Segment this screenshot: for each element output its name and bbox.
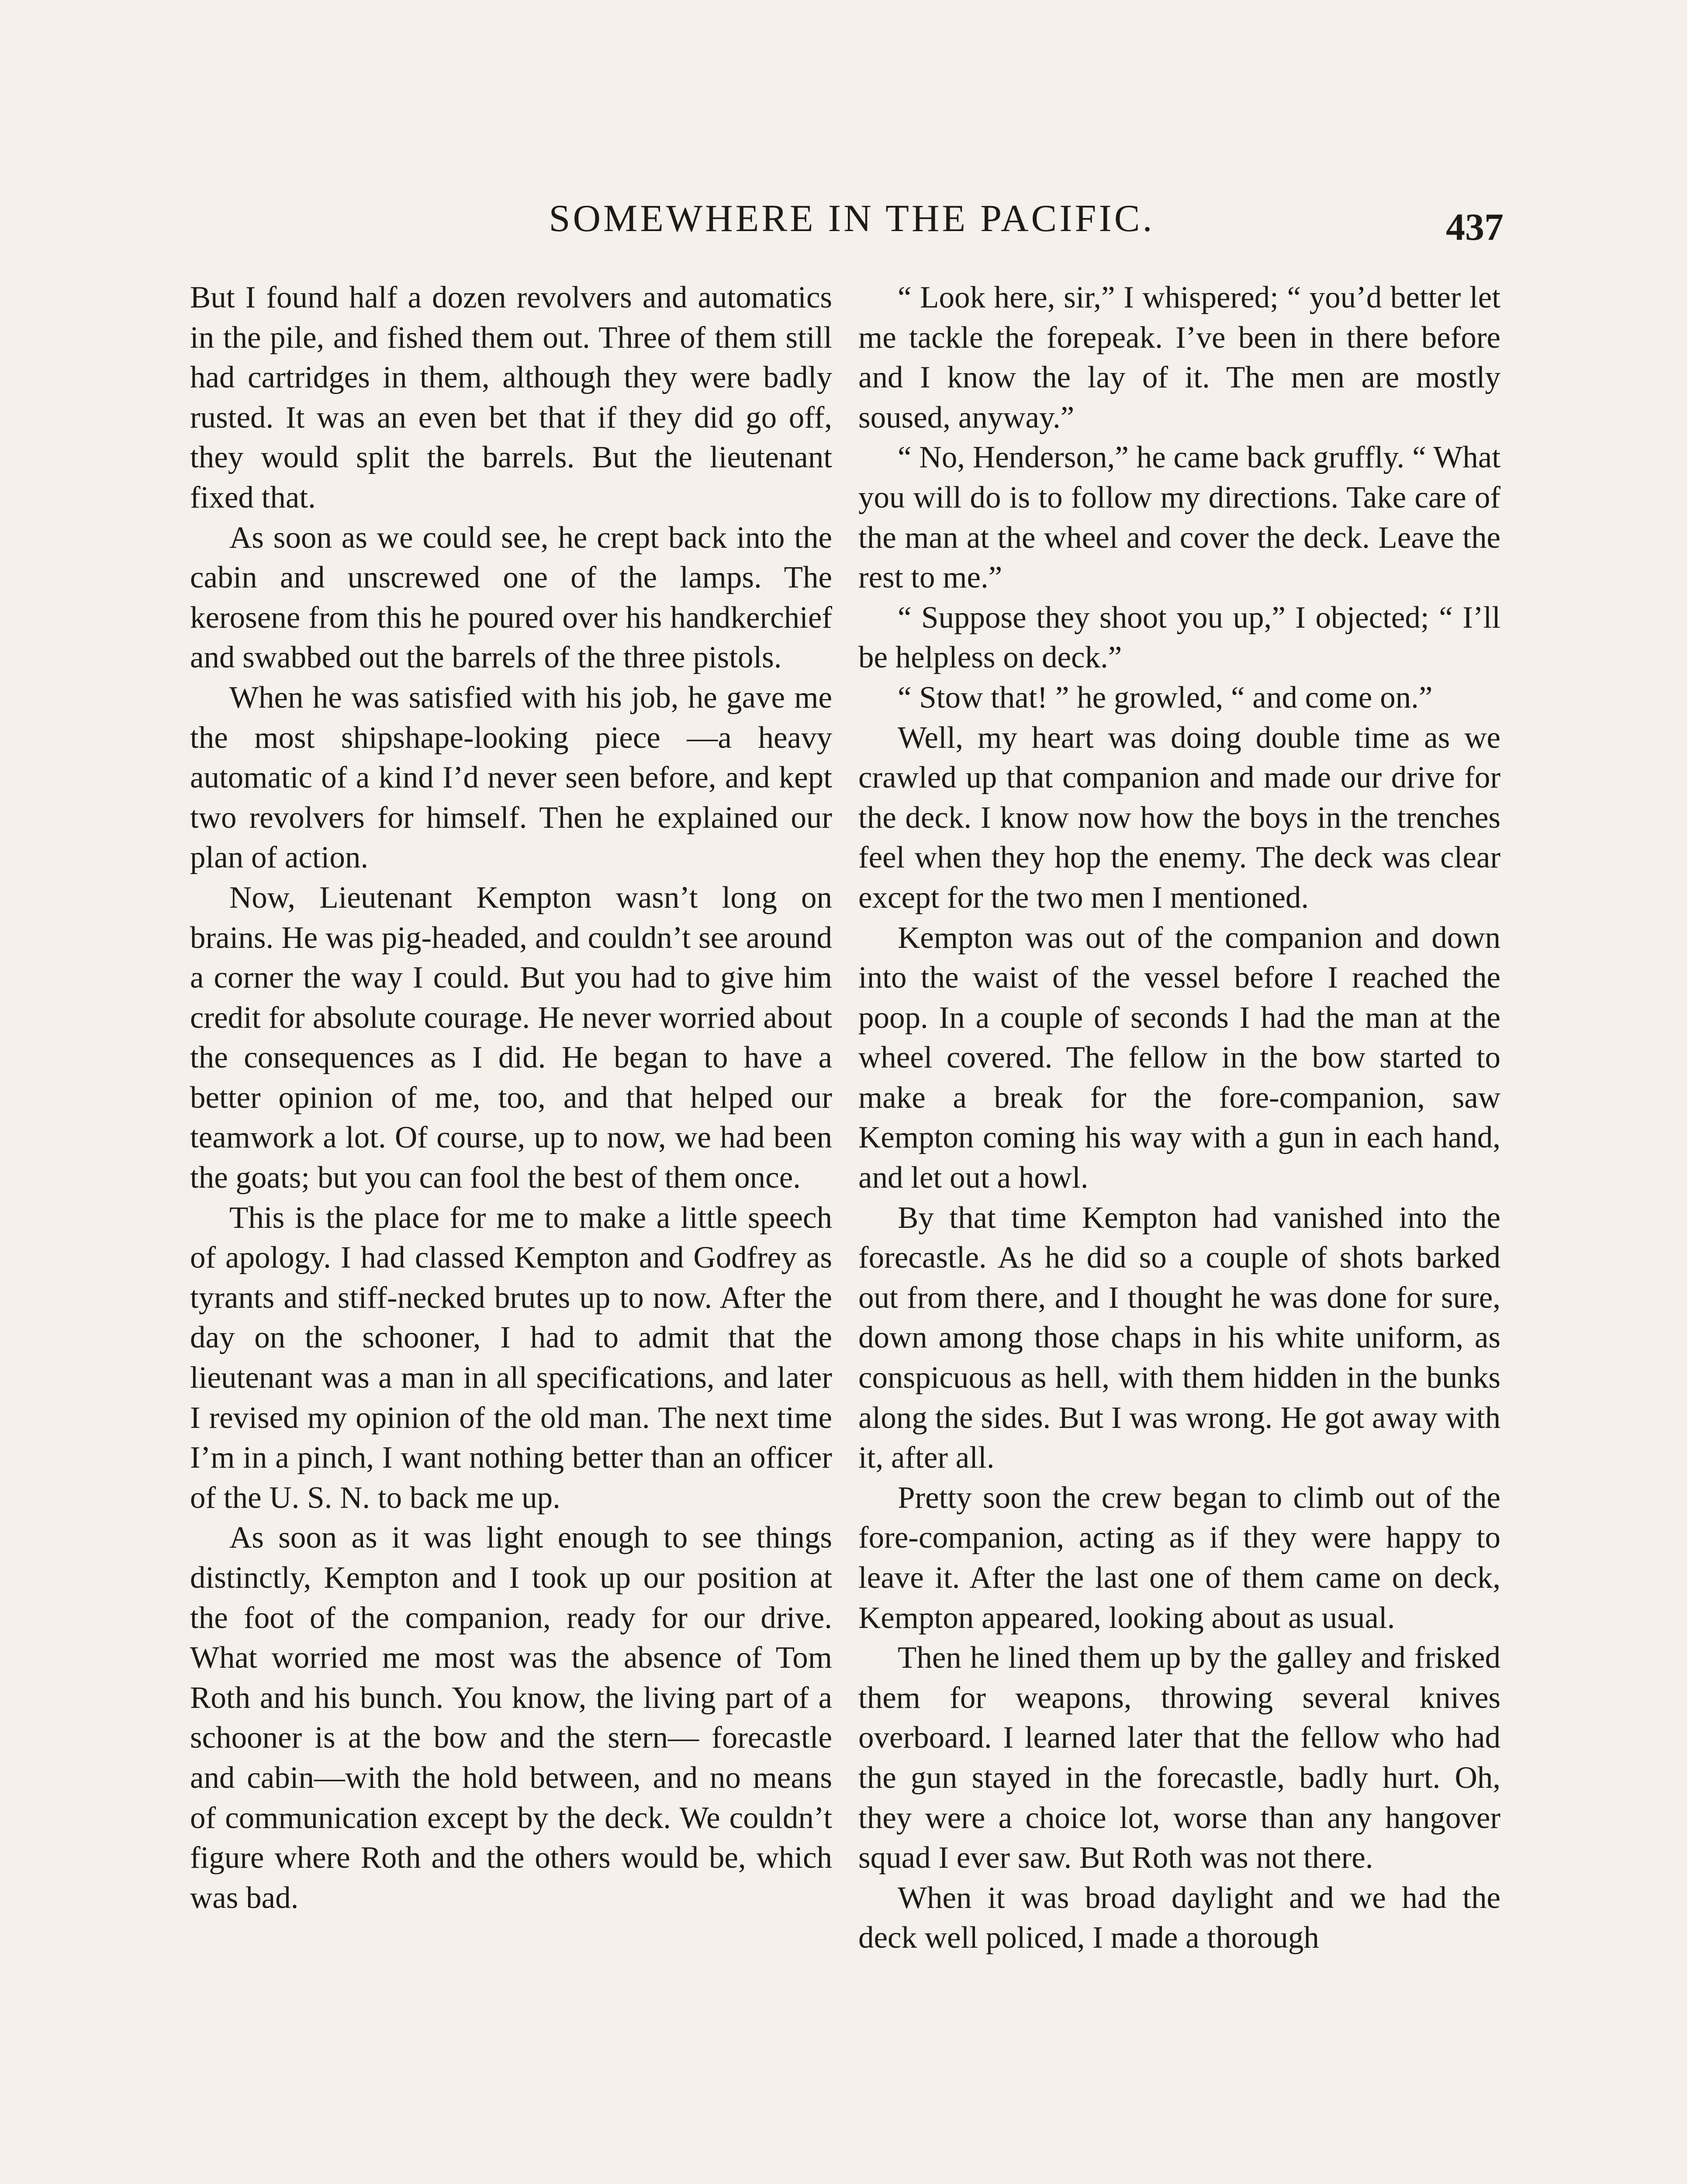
paragraph: “ Suppose they shoot you up,” I objected; “ I’ll be helpless on deck.” <box>858 600 1500 675</box>
paragraph: Kempton was out of the companion and down into the waist of the vessel before I reached the poop. In a couple of seconds I had the man at the wheel covered. The fellow in the bow started to make a break for the fore-companion, saw Kempton coming his way with a gun in each hand, and let out a howl. <box>858 920 1500 1195</box>
paragraph: Now, Lieutenant Kempton wasn’t long on brains. He was pig-headed, and couldn’t see around a corner the way I could. But you had to give him credit for absolute courage. He never worried about the consequences as I did. He began to have a better opinion of me, too, and that helped our teamwork a lot. Of course, up to now, we had been the goats; but you can fool the best of them once. <box>190 880 832 1195</box>
paragraph: By that time Kempton had vanished into the forecastle. As he did so a couple of shots barked out from there, and I thought he was done for sure, down among those chaps in his white uniform, as conspicuous as hell, with them hidden in the bunks along the sides. But I was wrong. He got away with it, after all. <box>858 1200 1500 1475</box>
paragraph: Pretty soon the crew began to climb out of the fore-companion, acting as if they were happy to leave it. After the last one of them came on deck, Kempton appeared, looking about as usual. <box>858 1480 1500 1635</box>
paragraph: “ No, Henderson,” he came back gruffly. “ What you will do is to follow my directions. Take care of the man at the wheel and cover the deck. Leave the rest to me.” <box>858 440 1500 595</box>
right-text-column <box>858 278 1500 1958</box>
paragraph: When he was satisfied with his job, he gave me the most shipshape-looking piece —a heavy automatic of a kind I’d never seen before, and kept two revolvers for himself. Then he explained our plan of action. <box>190 680 832 875</box>
paragraph: As soon as we could see, he crept back into the cabin and unscrewed one of the lamps. The kerosene from this he poured over his handkerchief and swabbed out the barrels of the three pistols. <box>190 520 832 675</box>
paragraph: This is the place for me to make a little speech of apology. I had classed Kempton and Godfrey as tyrants and stiff-necked brutes up to now. After the day on the schooner, I had to admit that the lieutenant was a man in all specifications, and later I revised my opinion of the old man. The next time I’m in a pinch, I want nothing better than an officer of the U. S. N. to back me up. <box>190 1200 832 1515</box>
running-title: SOMEWHERE IN THE PACIFIC. <box>549 197 1155 240</box>
page-number: 437 <box>1446 206 1504 249</box>
paragraph: When it was broad daylight and we had the deck well policed, I made a thorough <box>858 1880 1500 1955</box>
left-text-column <box>190 278 832 1918</box>
paragraph: Then he lined them up by the galley and frisked them for weapons, throwing several knives overboard. I learned later that the fellow who had the gun stayed in the forecastle, badly hurt. Oh, they were a choice lot, worse than any hangover squad I ever saw. But Roth was not there. <box>858 1641 1500 1875</box>
paragraph: “ Look here, sir,” I whispered; “ you’d better let me tackle the forepeak. I’ve been in there before and I know the lay of it. The men are mostly soused, anyway.” <box>858 280 1500 435</box>
paragraph: “ Stow that! ” he growled, “ and come on.” <box>898 680 1433 715</box>
paragraph: As soon as it was light enough to see things distinctly, Kempton and I took up our position at the foot of the companion, ready for our drive. What worried me most was the absence of Tom Roth and his bunch. You know, the living part of a schooner is at the bow and the stern— forecastle and cabin—with the hold between, and no means of communication except by the deck. We couldn’t figure where Roth and the others would be, which was bad. <box>190 1521 832 1915</box>
paragraph: But I found half a dozen revolvers and automatics in the pile, and fished them out. Three of them still had cartridges in them, although they were badly rusted. It was an even bet that if they did go off, they would split the barrels. But the lieutenant fixed that. <box>190 280 832 515</box>
paragraph: Well, my heart was doing double time as we crawled up that companion and made our drive for the deck. I know now how the boys in the trenches feel when they hop the enemy. The deck was clear except for the two men I mentioned. <box>858 720 1500 915</box>
